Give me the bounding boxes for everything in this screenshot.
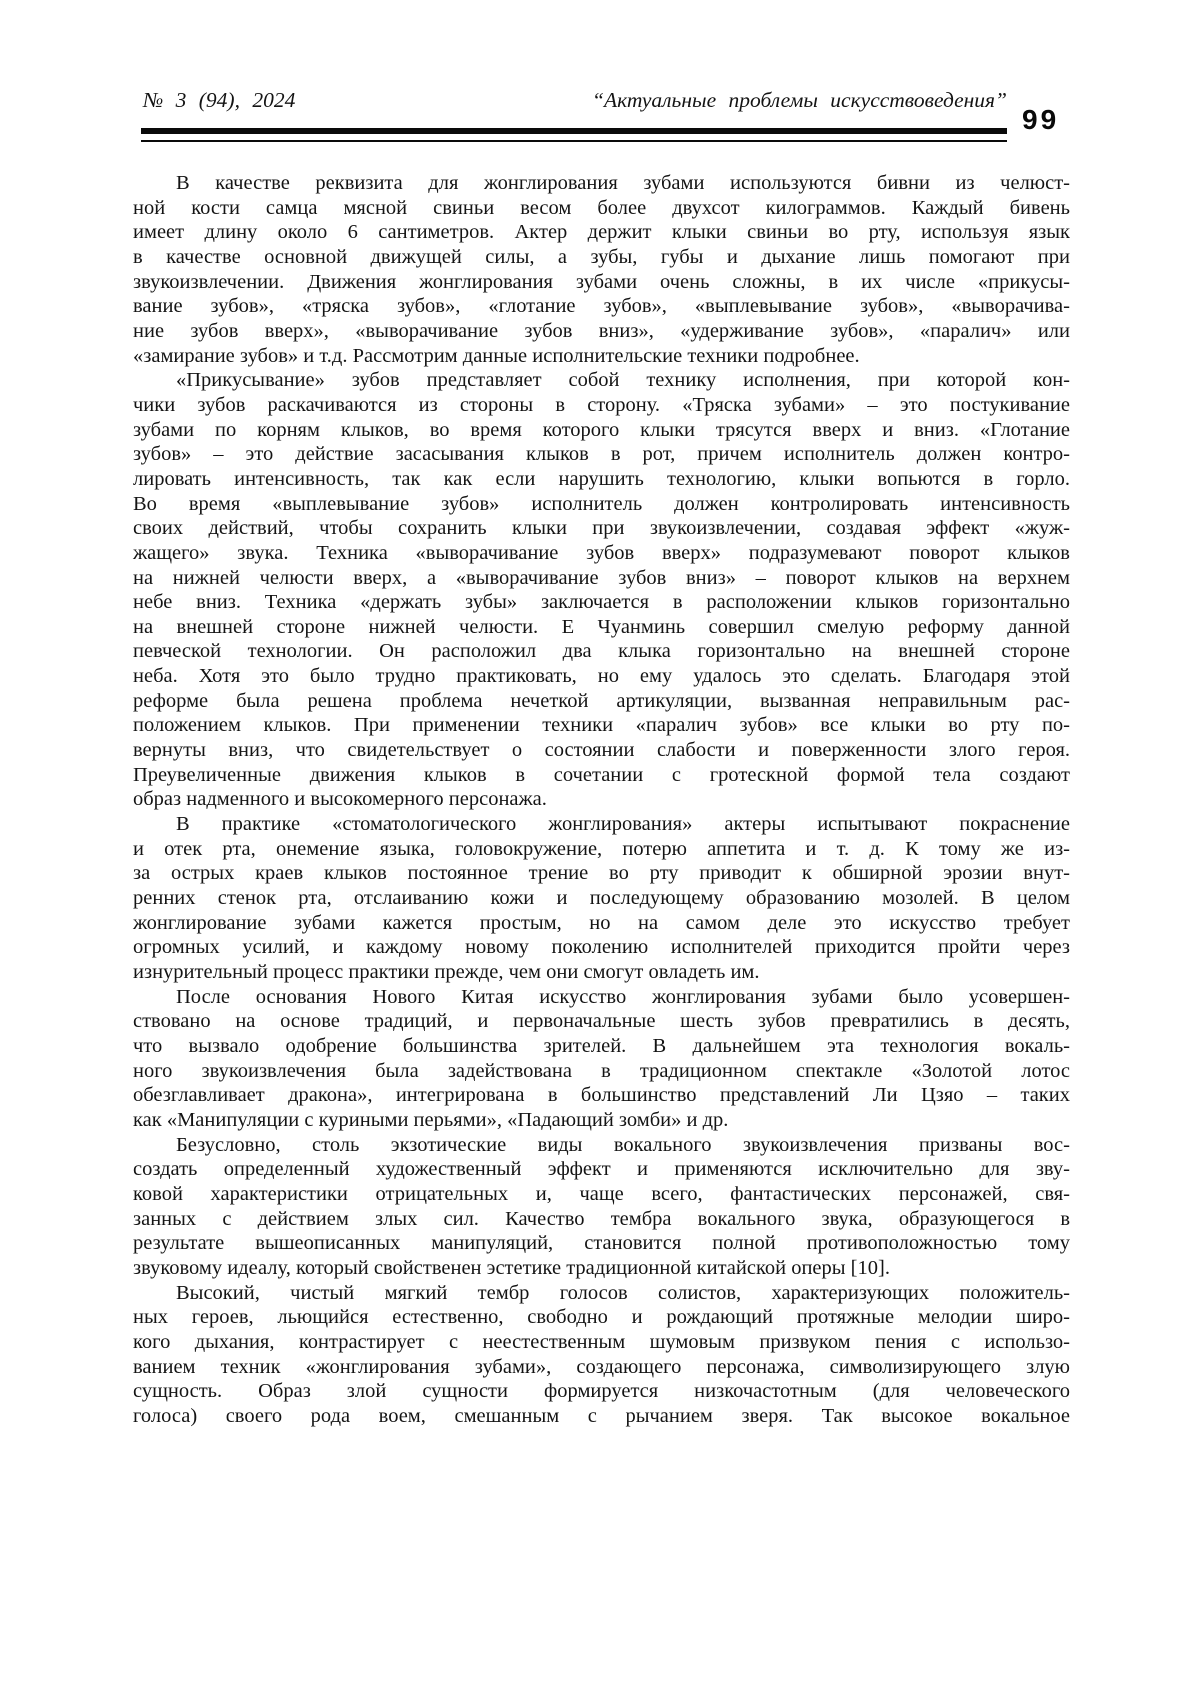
text-line: и отек рта, онемение языка, головокружение, потерю аппетита и т. д. К тому же из- bbox=[133, 837, 1070, 860]
text-line: в качестве основной движущей силы, а зубы, губы и дыхание лишь помогают при bbox=[133, 245, 1070, 268]
header-rule-thin bbox=[141, 140, 1007, 142]
paragraph bbox=[133, 1133, 1070, 1281]
text-line: После основания Нового Китая искусство жонглирования зубами было усовершен- bbox=[176, 985, 1070, 1008]
text-line: жащего» звука. Техника «выворачивание зубов вверх» подразумевают поворот клыков bbox=[133, 541, 1070, 564]
text-line: неба. Хотя это было трудно практиковать, но ему удалось это сделать. Благодаря этой bbox=[133, 665, 1070, 688]
paragraph bbox=[133, 985, 1070, 1133]
text-line: звуковому идеалу, который свойственен эстетике традиционной китайской оперы [10]. bbox=[133, 1256, 890, 1279]
text-line: Безусловно, столь экзотические виды вокального звукоизвлечения призваны вос- bbox=[176, 1133, 1070, 1156]
text-line: «Прикусывание» зубов представляет собой технику исполнения, при которой кон- bbox=[176, 369, 1070, 392]
text-line: чики зубов раскачиваются из стороны в сторону. «Тряска зубами» – это постукивание bbox=[133, 393, 1070, 416]
article-body bbox=[133, 171, 1070, 1428]
text-line: ренних стенок рта, отслаиванию кожи и последующему образованию мозолей. В целом bbox=[133, 887, 1070, 910]
text-line: что вызвало одобрение большинства зрителей. В дальнейшем эта технология вокаль- bbox=[133, 1034, 1070, 1057]
text-line: В практике «стоматологического жонглирования» актеры испытывают покраснение bbox=[176, 813, 1070, 836]
text-line: своих действий, чтобы сохранить клыки при звукоизвлечении, создавая эффект «жуж- bbox=[133, 517, 1070, 540]
text-line: ковой характеристики отрицательных и, чаще всего, фантастических персонажей, свя- bbox=[133, 1182, 1070, 1205]
text-line: ние зубов вверх», «выворачивание зубов вниз», «удерживание зубов», «паралич» или bbox=[133, 319, 1070, 342]
text-line: положением клыков. При применении техники «паралич зубов» все клыки во рту по- bbox=[133, 714, 1070, 737]
text-line: звукоизвлечении. Движения жонглирования зубами очень сложны, в их числе «прикусы- bbox=[133, 270, 1070, 293]
text-line: образ надменного и высокомерного персонажа. bbox=[133, 788, 547, 811]
text-line: певческой технологии. Он расположил два клыка горизонтально на внешней стороне bbox=[133, 640, 1070, 663]
running-head bbox=[143, 88, 1007, 113]
text-line: кого дыхания, контрастирует с неестественным шумовым призвуком пения с использо- bbox=[133, 1330, 1070, 1353]
paragraph bbox=[133, 1281, 1070, 1429]
text-line: огромных усилий, и каждому новому поколению исполнителей приходится пройти через bbox=[133, 936, 1070, 959]
text-line: ной кости самца мясной свиньи весом более двухсот килограммов. Каждый бивень bbox=[133, 196, 1070, 219]
paragraph bbox=[133, 812, 1070, 985]
text-line: обезглавливает дракона», интегрирована в большинство представлений Ли Цзяо – таких bbox=[133, 1084, 1070, 1107]
text-line: лировать интенсивность, так как если нарушить технологию, клыки вопьются в горло. bbox=[133, 467, 1070, 490]
text-line: на нижней челюсти вверх, а «выворачивание зубов вниз» – поворот клыков на верхнем bbox=[133, 566, 1070, 589]
text-line: небе вниз. Техника «держать зубы» заключается в расположении клыков горизонтально bbox=[133, 591, 1070, 614]
journal-title: “Актуальные проблемы искусствоведения” bbox=[592, 88, 1007, 112]
text-line: жонглирование зубами кажется простым, но на самом деле это искусство требует bbox=[133, 911, 1070, 934]
text-line: результате вышеописанных манипуляций, становится полной противоположностью тому bbox=[133, 1232, 1070, 1255]
text-line: ванием техник «жонглирования зубами», создающего персонажа, символизирующего злую bbox=[133, 1355, 1070, 1378]
header-rule bbox=[141, 128, 1007, 142]
text-line: зубами по корням клыков, во время которого клыки трясутся вверх и вниз. «Глотание bbox=[133, 418, 1070, 441]
text-line: ных героев, льющийся естественно, свободно и рождающий протяжные мелодии широ- bbox=[133, 1306, 1070, 1329]
text-line: Во время «выплевывание зубов» исполнитель должен контролировать интенсивность bbox=[133, 492, 1070, 515]
text-line: создать определенный художественный эффект и применяются исключительно для зву- bbox=[133, 1158, 1070, 1181]
issue-info: № 3 (94), 2024 bbox=[143, 88, 296, 112]
text-line: вание зубов», «тряска зубов», «глотание зубов», «выплевывание зубов», «выворачива- bbox=[133, 295, 1070, 318]
text-line: Преувеличенные движения клыков в сочетании с гротескной формой тела создают bbox=[133, 763, 1070, 786]
text-line: ствовано на основе традиций, и первоначальные шесть зубов превратились в десять, bbox=[133, 1010, 1070, 1033]
text-line: сущность. Образ злой сущности формируется низкочастотным (для человеческого bbox=[133, 1380, 1070, 1403]
paragraph bbox=[133, 171, 1070, 368]
text-line: на внешней стороне нижней челюсти. Е Чуанминь совершил смелую реформу данной bbox=[133, 615, 1070, 638]
text-line: изнурительный процесс практики прежде, чем они смогут овладеть им. bbox=[133, 961, 760, 983]
text-line: Высокий, чистый мягкий тембр голосов солистов, характеризующих положитель- bbox=[176, 1281, 1070, 1304]
text-line: как «Манипуляции с куриными перьями», «Падающий зомби» и др. bbox=[133, 1108, 729, 1131]
header-rule-thick bbox=[141, 128, 1007, 134]
text-line: «замирание зубов» и т.д. Рассмотрим данные исполнительские техники подробнее. bbox=[133, 344, 860, 367]
text-line: реформе была решена проблема нечеткой артикуляции, вызванная неправильным рас- bbox=[133, 689, 1070, 712]
text-line: ного звукоизвлечения была задействована в традиционном спектакле «Золотой лотос bbox=[133, 1059, 1070, 1082]
paragraph bbox=[133, 368, 1070, 812]
text-line: за острых краев клыков постоянное трение во рту приводит к обширной эрозии внут- bbox=[133, 862, 1070, 885]
page-number: 99 bbox=[1022, 104, 1060, 135]
text-line: занных с действием злых сил. Качество тембра вокального звука, образующегося в bbox=[133, 1207, 1070, 1230]
text-line: вернуты вниз, что свидетельствует о состоянии слабости и поверженности злого героя. bbox=[133, 739, 1070, 762]
text-line: голоса) своего рода воем, смешанным с рычанием зверя. Так высокое вокальное bbox=[133, 1404, 1070, 1427]
text-line: имеет длину около 6 сантиметров. Актер держит клыки свиньи во рту, используя язык bbox=[133, 221, 1070, 244]
text-line: В качестве реквизита для жонглирования зубами используются бивни из челюст- bbox=[176, 172, 1070, 194]
text-line: зубов» – это действие засасывания клыков в рот, причем исполнитель должен контро- bbox=[133, 443, 1070, 466]
